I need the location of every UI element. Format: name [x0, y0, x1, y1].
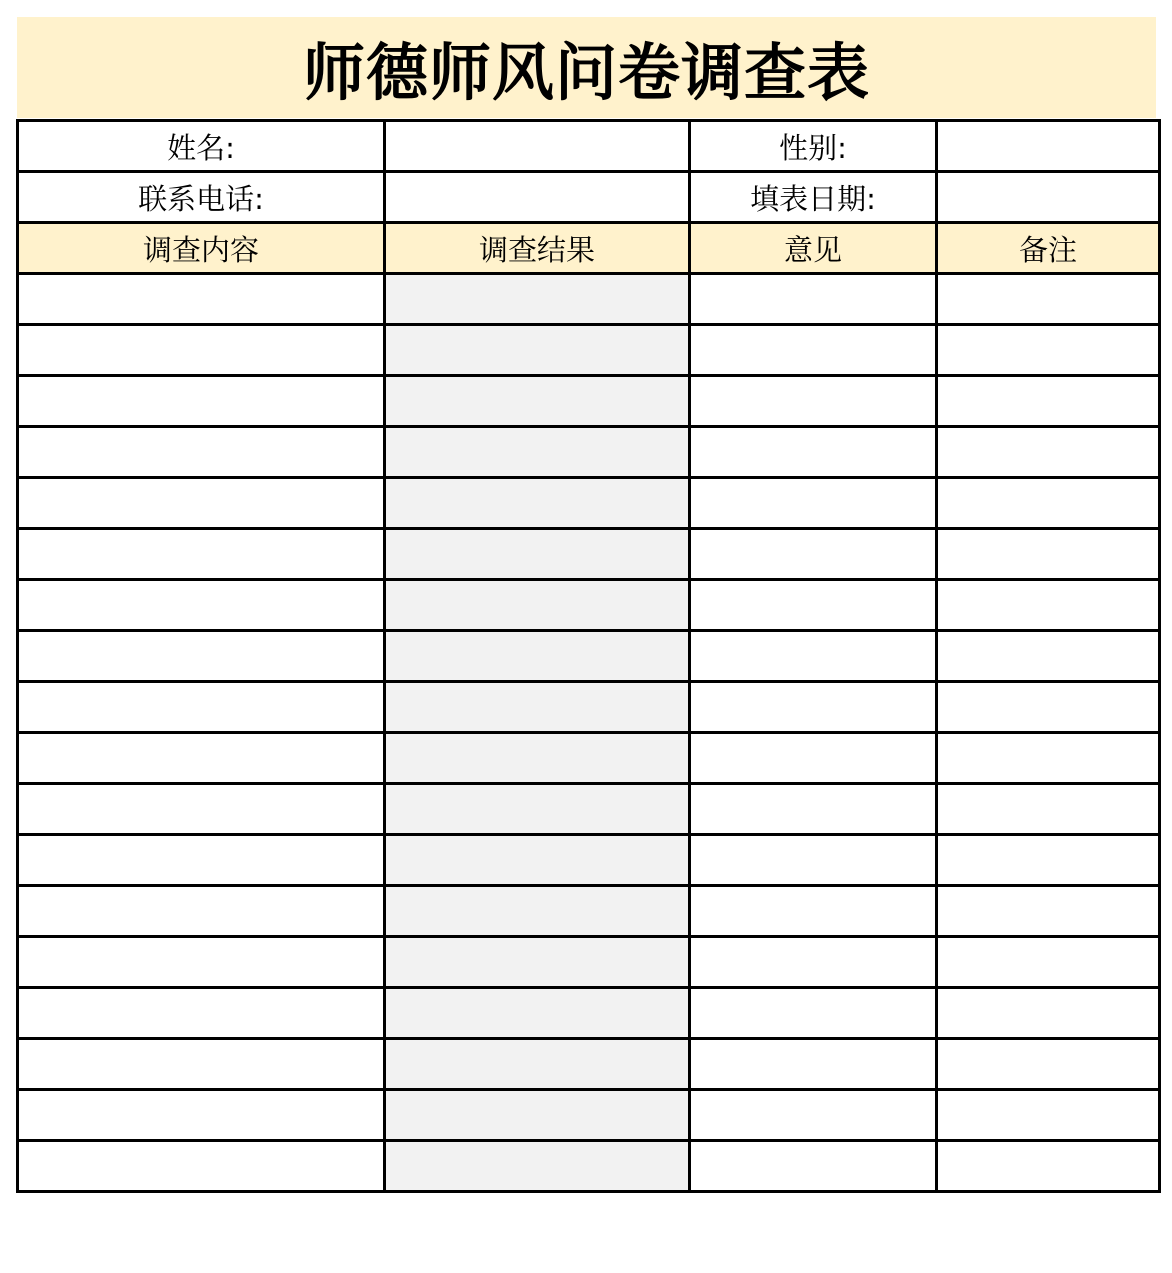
opinion-cell[interactable]: [690, 376, 937, 427]
gender-label: 性别:: [690, 121, 937, 172]
table-row: [18, 988, 1160, 1039]
table-row: [18, 835, 1160, 886]
opinion-cell[interactable]: [690, 937, 937, 988]
survey-content-cell[interactable]: [18, 1141, 385, 1192]
survey-content-cell[interactable]: [18, 937, 385, 988]
survey-content-cell[interactable]: [18, 631, 385, 682]
remarks-cell[interactable]: [937, 988, 1160, 1039]
opinion-cell[interactable]: [690, 988, 937, 1039]
remarks-cell[interactable]: [937, 478, 1160, 529]
survey-result-cell[interactable]: [385, 1090, 690, 1141]
remarks-cell[interactable]: [937, 733, 1160, 784]
opinion-cell[interactable]: [690, 1141, 937, 1192]
table-row: [18, 631, 1160, 682]
survey-result-cell[interactable]: [385, 937, 690, 988]
page-title: 师德师风问卷调查表: [302, 36, 870, 109]
column-header-survey-content: 调查内容: [18, 223, 385, 274]
remarks-cell[interactable]: [937, 427, 1160, 478]
remarks-cell[interactable]: [937, 376, 1160, 427]
opinion-cell[interactable]: [690, 784, 937, 835]
opinion-cell[interactable]: [690, 631, 937, 682]
survey-result-cell[interactable]: [385, 529, 690, 580]
survey-content-cell[interactable]: [18, 1090, 385, 1141]
survey-result-cell[interactable]: [385, 274, 690, 325]
remarks-cell[interactable]: [937, 580, 1160, 631]
survey-result-cell[interactable]: [385, 1039, 690, 1090]
opinion-cell[interactable]: [690, 682, 937, 733]
name-label: 姓名:: [18, 121, 385, 172]
table-row: [18, 529, 1160, 580]
survey-result-cell[interactable]: [385, 631, 690, 682]
survey-result-cell[interactable]: [385, 835, 690, 886]
table-row: [18, 427, 1160, 478]
opinion-cell[interactable]: [690, 1039, 937, 1090]
opinion-cell[interactable]: [690, 835, 937, 886]
survey-result-cell[interactable]: [385, 784, 690, 835]
table-row: [18, 886, 1160, 937]
table-row: [18, 682, 1160, 733]
table-row: [18, 376, 1160, 427]
phone-field[interactable]: [385, 172, 690, 223]
table-row: [18, 937, 1160, 988]
survey-result-cell[interactable]: [385, 325, 690, 376]
remarks-cell[interactable]: [937, 682, 1160, 733]
remarks-cell[interactable]: [937, 529, 1160, 580]
survey-result-cell[interactable]: [385, 580, 690, 631]
table-row: [18, 1090, 1160, 1141]
table-row: [18, 580, 1160, 631]
opinion-cell[interactable]: [690, 427, 937, 478]
survey-content-cell[interactable]: [18, 682, 385, 733]
opinion-cell[interactable]: [690, 529, 937, 580]
table-row: [18, 733, 1160, 784]
opinion-cell[interactable]: [690, 886, 937, 937]
survey-result-cell[interactable]: [385, 886, 690, 937]
survey-result-cell[interactable]: [385, 988, 690, 1039]
survey-result-cell[interactable]: [385, 376, 690, 427]
remarks-cell[interactable]: [937, 631, 1160, 682]
column-header-survey-result: 调查结果: [385, 223, 690, 274]
remarks-cell[interactable]: [937, 325, 1160, 376]
remarks-cell[interactable]: [937, 1141, 1160, 1192]
survey-content-cell[interactable]: [18, 427, 385, 478]
survey-content-cell[interactable]: [18, 274, 385, 325]
survey-content-cell[interactable]: [18, 886, 385, 937]
survey-result-cell[interactable]: [385, 682, 690, 733]
remarks-cell[interactable]: [937, 1039, 1160, 1090]
survey-content-cell[interactable]: [18, 733, 385, 784]
name-field[interactable]: [385, 121, 690, 172]
phone-label: 联系电话:: [18, 172, 385, 223]
title-banner: [17, 17, 1156, 118]
survey-table: [16, 119, 1161, 1193]
survey-content-cell[interactable]: [18, 1039, 385, 1090]
opinion-cell[interactable]: [690, 733, 937, 784]
gender-field[interactable]: [937, 121, 1160, 172]
remarks-cell[interactable]: [937, 274, 1160, 325]
remarks-cell[interactable]: [937, 835, 1160, 886]
column-header-remarks: 备注: [937, 223, 1160, 274]
survey-result-cell[interactable]: [385, 1141, 690, 1192]
remarks-cell[interactable]: [937, 937, 1160, 988]
date-field[interactable]: [937, 172, 1160, 223]
opinion-cell[interactable]: [690, 580, 937, 631]
survey-result-cell[interactable]: [385, 733, 690, 784]
survey-result-cell[interactable]: [385, 427, 690, 478]
column-header-opinion: 意见: [690, 223, 937, 274]
info-row-phone-date: [18, 172, 1160, 223]
survey-result-cell[interactable]: [385, 478, 690, 529]
table-row: [18, 325, 1160, 376]
opinion-cell[interactable]: [690, 478, 937, 529]
opinion-cell[interactable]: [690, 325, 937, 376]
remarks-cell[interactable]: [937, 886, 1160, 937]
table-row: [18, 1039, 1160, 1090]
table-row: [18, 784, 1160, 835]
survey-content-cell[interactable]: [18, 988, 385, 1039]
column-header-row: [18, 223, 1160, 274]
remarks-cell[interactable]: [937, 784, 1160, 835]
info-row-name-gender: [18, 121, 1160, 172]
survey-content-cell[interactable]: [18, 784, 385, 835]
opinion-cell[interactable]: [690, 1090, 937, 1141]
survey-content-cell[interactable]: [18, 580, 385, 631]
table-row: [18, 274, 1160, 325]
survey-content-cell[interactable]: [18, 325, 385, 376]
survey-content-cell[interactable]: [18, 478, 385, 529]
survey-content-cell[interactable]: [18, 835, 385, 886]
opinion-cell[interactable]: [690, 274, 937, 325]
remarks-cell[interactable]: [937, 1090, 1160, 1141]
survey-content-cell[interactable]: [18, 376, 385, 427]
table-row: [18, 478, 1160, 529]
survey-content-cell[interactable]: [18, 529, 385, 580]
table-row: [18, 1141, 1160, 1192]
date-label: 填表日期:: [690, 172, 937, 223]
